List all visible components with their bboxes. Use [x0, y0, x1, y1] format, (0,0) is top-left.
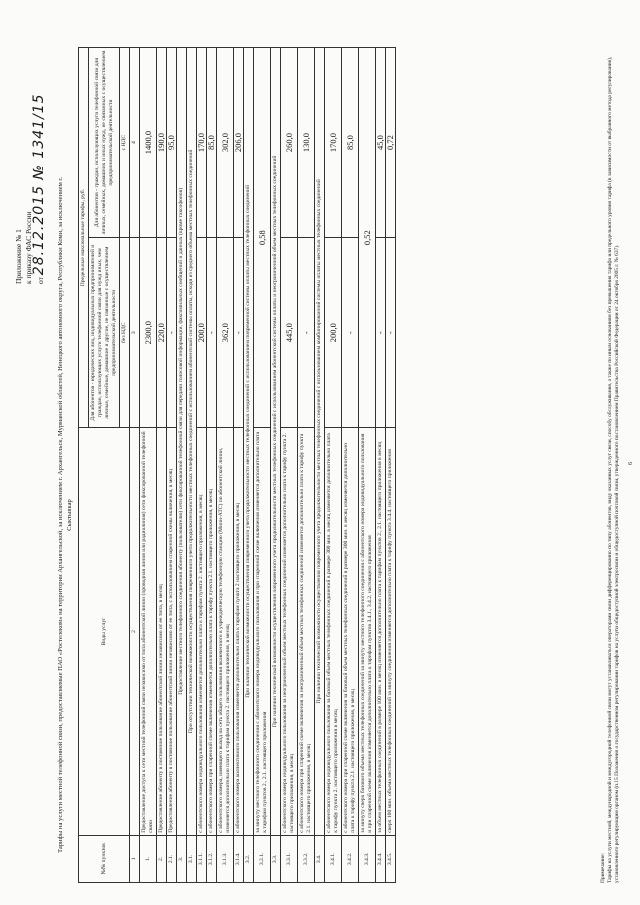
tariff-value-legal: 2300,0 [140, 238, 157, 428]
index-1: 1 [130, 835, 140, 882]
service-description: за минуту сверх базового объема местных телефонных соединений за минуту местного телефонного соединения с абонентского номера индивидуального пользования и при спаренной схеме включения изменяется дополнительно плата к тарифам пунктов 3.4.1., 3.4.2. настоящего приложения [359, 428, 376, 835]
row-number: 3.4.2. [342, 835, 359, 882]
col-header-legal: Для абонентов - юридических лиц, индивидуальных предпринимателей и граждан, использующих услуги телефонной связи для нужд иных, чем личные, семейные, домашние и другие, не связанные с осуществлением предпринимательской деятельности [89, 238, 120, 428]
tariff-value-citizens: 170,0 [197, 48, 207, 238]
table-row [386, 48, 396, 883]
col-header-citizens: Для абонентов - граждан, использующих услуги телефонной связи для личных, семейных, домашних и иных нужд, не связанных с осуществлением предпринимательской деятельности [89, 48, 120, 238]
section-heading: При наличии технической возможности осуществления повременного учета продолжительности местных телефонных соединений с использованием повременной системы оплаты местных телефонных соединений [244, 48, 254, 836]
notes [600, 47, 621, 883]
tariff-value-legal: - [234, 238, 244, 428]
section-heading: При наличии технической возможности осуществления повременного учета продолжительности местных телефонных соединений с использованием абонентской системы оплаты и неограниченной объем местных телефонных соединений [271, 48, 281, 836]
index-4: 4 [130, 48, 140, 238]
appendix-header [14, 24, 46, 284]
appendix-number: Приложение № 1 [14, 229, 23, 284]
tariff-value-citizens: 190,0 [157, 48, 167, 238]
service-description: с абонентского номера при спаренной схеме включения за базовый объем местных телефонных соединений в размере 300 мин. в месяц изменяется дополнительно плата к тарифу пункта 2.1. настоящего приложения, в месяц [342, 428, 359, 835]
col-sub-no-vat: без НДС [120, 238, 130, 428]
service-description: с абонентского номера индивидуального пользования за базовый объем местных телефонных соединений в размере 300 мин. в месяц изменяется дополнительно плата к тарифу пункта 2. настоящего приложения в месяц [325, 428, 342, 835]
table-row [298, 48, 315, 883]
tariff-value-citizens: 1400,0 [140, 48, 157, 238]
tariff-value-merged: 0,58 [254, 48, 271, 428]
row-number: 3.2.1. [254, 835, 271, 882]
row-number: 2.1. [167, 835, 177, 882]
section-heading: Предоставление местного телефонного соединения абоненту (пользователю) сети фиксированной телефонной связи для передачи голосовой информации, факсимильных сообщений и данных (кроме таксофонов) [177, 48, 187, 836]
service-description: сверх 100 мин. объема местных телефонных соединений за минуту соединения изменяется дополнительно плата к тарифу пункта 3.4.4. настоящего приложения [386, 428, 396, 835]
table-row [157, 48, 167, 883]
table-row [217, 48, 234, 883]
handwritten-date-number: 28.12.2015 № 1341/15 [31, 93, 47, 276]
date-prefix: от [36, 277, 45, 284]
notes-title: Примечание: [600, 853, 606, 883]
tariff-value-legal: - [298, 238, 315, 428]
row-number: 3.1. [187, 835, 197, 882]
service-description: с абонентского номера индивидуального пользования изменяется дополнительно плата к тарифам пункта 2. настоящего приложения, в месяц [197, 428, 207, 835]
service-description: Предоставление абоненту в постоянное пользование абонентской линии независимо от ее типа, в месяц [157, 428, 167, 835]
table-row [187, 48, 197, 883]
tariff-value-legal: - [386, 238, 396, 428]
row-number: 2. [157, 835, 167, 882]
tariff-value-legal: - [167, 238, 177, 428]
page-number: 6 [628, 462, 634, 465]
col-header-service: Виды услуг [79, 428, 130, 835]
service-description: за объем местных телефонных соединений в размере 100 мин. в месяц изменяется дополнительно плата к тарифам пунктов 2., 2.1. настоящего приложения в месяц [376, 428, 386, 835]
row-number: 3.3.2. [298, 835, 315, 882]
index-2: 2 [130, 428, 140, 835]
document-title: Тарифы на услуги местной телефонной связи, предоставляемые ПАО «Ростелеком» на территории Архангельской, за исключением г. Архангельск, Мурманской областей, Ненецкого автономного округа, Республики Коми, за исключением г. Сыктывкар [57, 176, 73, 854]
tariff-value-citizens: 260,0 [281, 48, 298, 238]
col-header-number: №№ пунктов [79, 835, 130, 882]
service-description: Предоставление абоненту в постоянное пользование абонентской линии независимо от ее типа, с использованием спаренной схемы включения, в месяц [167, 428, 177, 835]
service-description: Предоставление доступа к сети местной телефонной связи независимо от типа абонентской линии (проводная линия или радиолиния) сети фиксированной телефонной связи [140, 428, 157, 835]
tariff-value-legal: - [342, 238, 359, 428]
service-description: с абонентского номера коллективного пользования изменяется дополнительно плата к тарифам пункта 2 настоящего приложения, в месяц [234, 428, 244, 835]
row-number: 3.1.3. [217, 835, 234, 882]
row-number: 3.4.3. [359, 835, 376, 882]
tariff-value-legal: 362,0 [217, 238, 234, 428]
tariff-value-citizens: 170,0 [325, 48, 342, 238]
tariff-value-legal: - [207, 238, 217, 428]
row-number: 3.1.1. [197, 835, 207, 882]
tariff-value-legal: 220,0 [157, 238, 167, 428]
tariff-value-legal: 200,0 [325, 238, 342, 428]
section-heading: При наличии технической возможности осуществления повременного учета продолжительности местных телефонных соединений с использованием комбинированной системы оплаты местных телефонных соединений [315, 48, 325, 836]
row-number: 3.1.2. [207, 835, 217, 882]
tariff-value-citizens: 206,0 [234, 48, 244, 238]
table-row [254, 48, 271, 883]
notes-text: Тарифы на услуги местной, международной и междугородной телефонной связи могут устанавливаться операторами связи дифференцированно по типу абонентов, виду оказанных услуг связи, способу обслуживания, а также по иным основаниям без превышения тарифа или предельного уровня тарифа (в зависимости от выбранного метода регулирования), установленного регулирующим органом (п.15 Положения о государственном регулировании тарифов на услуги общедоступной электросвязи и общедоступной почтовой связи, утвержденного постановлением Правительства Российской Федерации от 24 октября 2005 г. № 637). [607, 56, 620, 883]
tariff-value-citizens: 302,0 [217, 48, 234, 238]
row-number: 3. [177, 835, 187, 882]
service-description: с абонентского номера при спаренной схеме включения за неограниченный объем местных телефонных соединений изменяется дополнительно плата к тарифу пункта 2.1. настоящего приложения, в месяц [298, 428, 315, 835]
row-number: 3.3. [271, 835, 281, 882]
table-row [281, 48, 298, 883]
col-header-tariffs: Предельные максимальные тарифы, руб. [79, 48, 89, 428]
tariff-value-legal: 200,0 [197, 238, 207, 428]
tariff-value-citizens: 45,0 [376, 48, 386, 238]
order-reference: к приказу ФАС России [24, 211, 33, 284]
row-number: 3.4.1. [325, 835, 342, 882]
row-number: 3.4. [315, 835, 325, 882]
tariff-value-merged: 0,52 [359, 48, 376, 428]
service-description: с абонентского номера, имеющего выход на сеть общего пользования включенного в учрежденческую телефонную станцию (Мини-АТС) по абонентской линии, изменяется дополнительно плата к тарифам пункта 2. настоящего приложения, в месяц [217, 428, 234, 835]
table-row [207, 48, 217, 883]
tariff-value-citizens: 85,0 [342, 48, 359, 238]
table-row [325, 48, 342, 883]
tariff-value-legal: 445,0 [281, 238, 298, 428]
service-description: за минуту местного телефонного соединения с абонентского номера индивидуального пользования и при спаренной схеме включения изменяется дополнительно плата к тарифам пунктов 2., 2.1. настоящего приложения [254, 428, 271, 835]
table-row [271, 48, 281, 883]
service-description: с абонентского номера индивидуального пользования за неограниченный объем местных телефонных соединений изменяется дополнительно плата к тарифу пункта 2. настоящего приложения, в месяц [281, 428, 298, 835]
table-row [140, 48, 157, 883]
index-3: 3 [130, 238, 140, 428]
table-row [376, 48, 386, 883]
tariff-value-citizens: 95,0 [167, 48, 177, 238]
table-row [315, 48, 325, 883]
tariff-value-citizens: 85,0 [207, 48, 217, 238]
row-number: 3.4.5. [386, 835, 396, 882]
table-row [234, 48, 244, 883]
section-heading: При отсутствии технической возможности осуществления повременного учета продолжительности местных телефонных соединений с использованием абонентской системы оплаты, исходя из среднего объема местных телефонных соединений [187, 48, 197, 836]
table-row [244, 48, 254, 883]
row-number: 3.4.4. [376, 835, 386, 882]
tariff-table [78, 47, 396, 883]
table-row [177, 48, 187, 883]
row-number: 3.1.4. [234, 835, 244, 882]
table-row [359, 48, 376, 883]
col-sub-with-vat: с НДС [120, 48, 130, 238]
tariff-value-citizens: 0,72 [386, 48, 396, 238]
table-row [342, 48, 359, 883]
table-row [197, 48, 207, 883]
row-number: 3.3.1. [281, 835, 298, 882]
tariff-value-legal: - [376, 238, 386, 428]
tariff-value-citizens: 130,0 [298, 48, 315, 238]
row-number: 1. [140, 835, 157, 882]
service-description: с абонентского номера при спаренной схеме включения изменяется дополнительно плата к тарифу пункта 2.1. настоящего приложения, в месяц [207, 428, 217, 835]
row-number: 3.2. [244, 835, 254, 882]
table-row [167, 48, 177, 883]
